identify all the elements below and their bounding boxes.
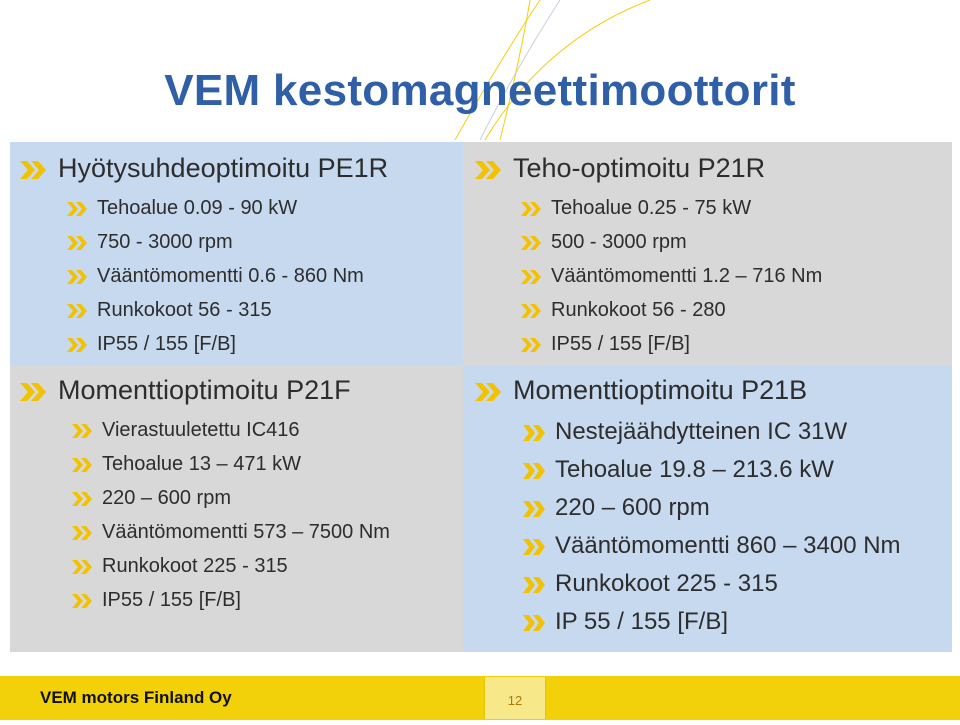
double-chevron-icon	[523, 463, 545, 479]
double-chevron-icon	[67, 338, 87, 352]
list-item: Vierastuuletettu IC416	[72, 416, 300, 444]
double-chevron-icon	[72, 458, 92, 472]
page-title: VEM kestomagneettimoottorit	[164, 66, 796, 115]
list-item: Runkokoot 56 - 280	[521, 296, 726, 324]
list-item: IP55 / 155 [F/B]	[521, 330, 690, 358]
list-item: Runkokoot 56 - 315	[67, 296, 272, 324]
panel-heading: Momenttioptimoitu P21B	[475, 373, 807, 407]
company-name: VEM motors Finland Oy	[40, 688, 232, 707]
double-chevron-icon	[523, 425, 545, 441]
double-chevron-icon	[523, 539, 545, 555]
list-item: 220 – 600 rpm	[72, 484, 231, 512]
double-chevron-icon	[521, 304, 541, 318]
list-item: Runkokoot 225 - 315	[72, 552, 288, 580]
footer-bar	[0, 676, 960, 720]
double-chevron-icon	[523, 577, 545, 593]
panel-heading: Momenttioptimoitu P21F	[20, 373, 351, 407]
double-chevron-icon	[521, 270, 541, 284]
double-chevron-icon	[67, 270, 87, 284]
list-item: Tehoalue 0.25 - 75 kW	[521, 194, 751, 222]
list-item: Tehoalue 19.8 – 213.6 kW	[523, 453, 834, 487]
panel-pe1r	[10, 142, 463, 366]
panel-heading: Hyötysuhdeoptimoitu PE1R	[20, 151, 388, 185]
double-chevron-icon	[20, 161, 46, 179]
double-chevron-icon	[72, 526, 92, 540]
list-item: Vääntömomentti 573 – 7500 Nm	[72, 518, 390, 546]
list-item: 220 – 600 rpm	[523, 491, 710, 525]
double-chevron-icon	[20, 383, 46, 401]
double-chevron-icon	[521, 236, 541, 250]
list-item: IP55 / 155 [F/B]	[67, 330, 236, 358]
list-item: Runkokoot 225 - 315	[523, 567, 778, 601]
double-chevron-icon	[67, 236, 87, 250]
panel-p21b	[463, 366, 952, 652]
double-chevron-icon	[475, 383, 501, 401]
double-chevron-icon	[72, 594, 92, 608]
double-chevron-icon	[72, 560, 92, 574]
double-chevron-icon	[523, 501, 545, 517]
list-item: 500 - 3000 rpm	[521, 228, 687, 256]
list-item: 750 - 3000 rpm	[67, 228, 233, 256]
double-chevron-icon	[67, 304, 87, 318]
panel-p21r	[463, 142, 952, 366]
double-chevron-icon	[67, 202, 87, 216]
double-chevron-icon	[521, 338, 541, 352]
double-chevron-icon	[72, 492, 92, 506]
list-item: Vääntömomentti 860 – 3400 Nm	[523, 529, 901, 563]
double-chevron-icon	[72, 424, 92, 438]
list-item: Nestejäähdytteinen IC 31W	[523, 415, 847, 449]
double-chevron-icon	[523, 615, 545, 631]
double-chevron-icon	[475, 161, 501, 179]
list-item: Vääntömomentti 0.6 - 860 Nm	[67, 262, 364, 290]
list-item: Tehoalue 0.09 - 90 kW	[67, 194, 297, 222]
list-item: Vääntömomentti 1.2 – 716 Nm	[521, 262, 822, 290]
list-item: IP 55 / 155 [F/B]	[523, 605, 728, 639]
list-item: IP55 / 155 [F/B]	[72, 586, 241, 614]
page-number: 12	[484, 677, 546, 719]
panel-heading: Teho-optimoitu P21R	[475, 151, 765, 185]
list-item: Tehoalue 13 – 471 kW	[72, 450, 301, 478]
double-chevron-icon	[521, 202, 541, 216]
panel-p21f	[10, 366, 463, 652]
